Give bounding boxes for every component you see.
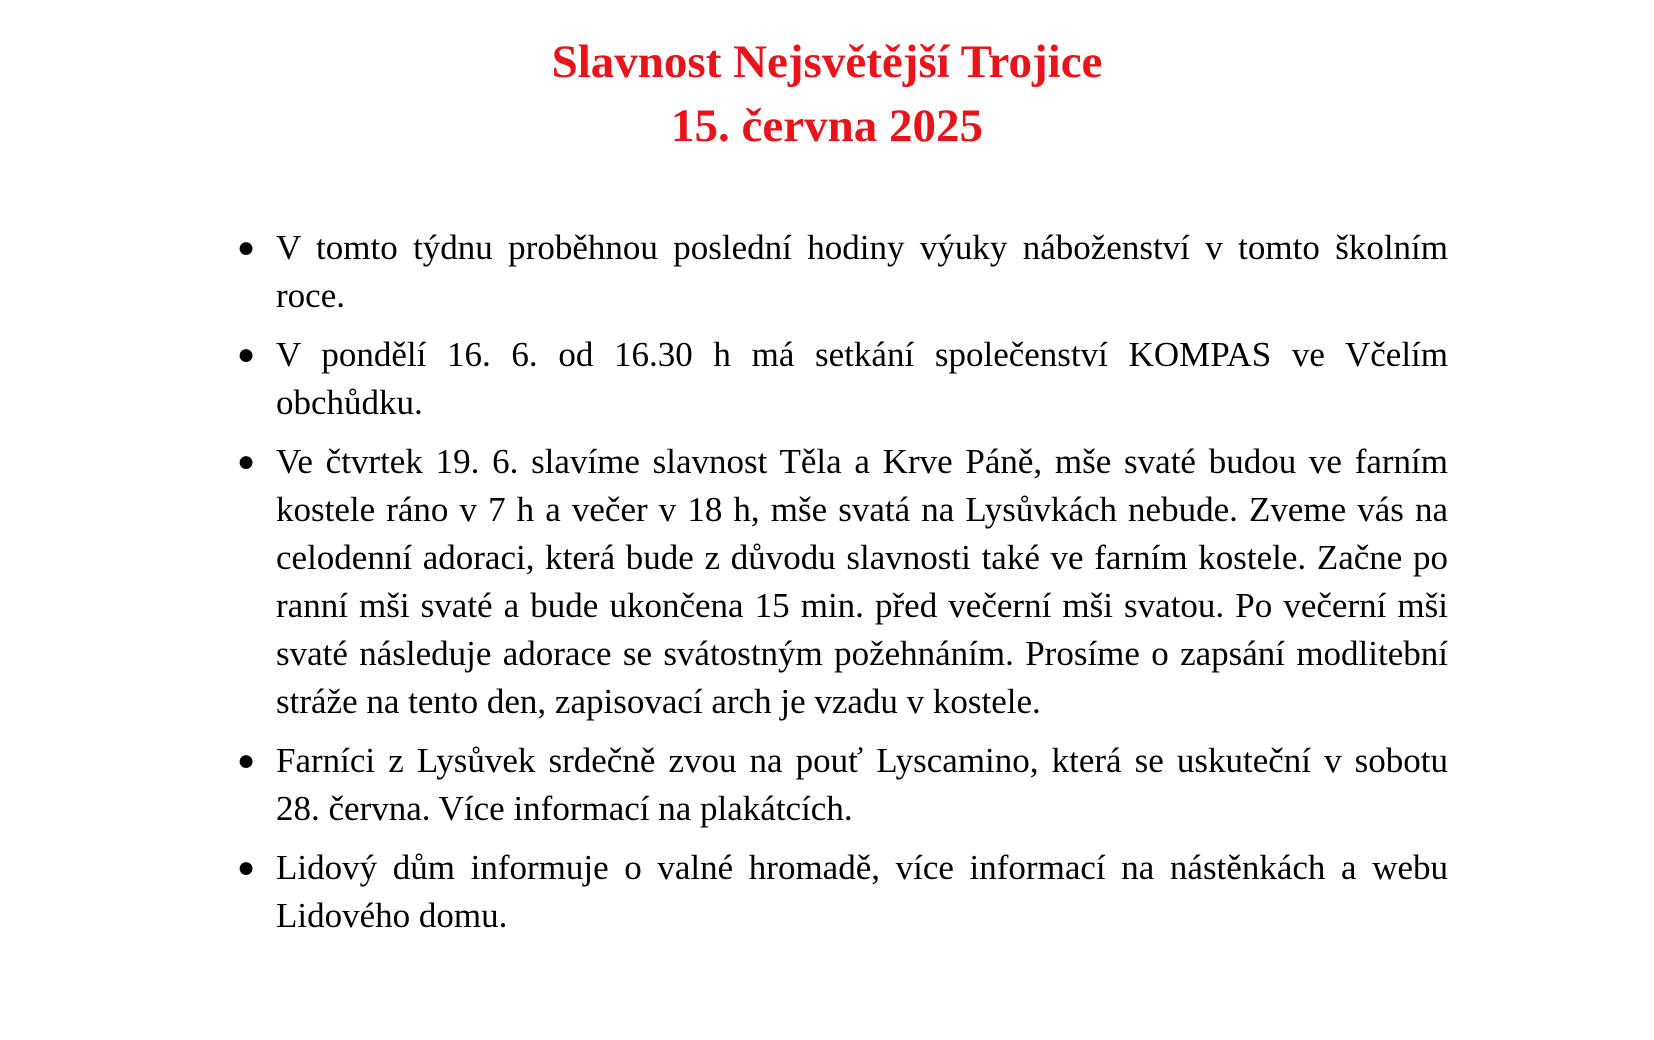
announcement-text: Farníci z Lysůvek srdečně zvou na pouť Lyscamino, která se uskuteční v sobotu 28. června. Více informací na plakátcích. bbox=[276, 741, 1448, 828]
list-item bbox=[236, 438, 1448, 726]
page-title: Slavnost Nejsvětější Trojice bbox=[551, 36, 1103, 88]
bullet-icon: ● bbox=[236, 445, 256, 478]
list-item bbox=[236, 844, 1448, 940]
announcement-text: V pondělí 16. 6. od 16.30 h má setkání společenství KOMPAS ve Včelím obchůdku. bbox=[276, 335, 1448, 422]
list-item bbox=[236, 331, 1448, 427]
announcement-text: Ve čtvrtek 19. 6. slavíme slavnost Těla a Krve Páně, mše svaté budou ve farním kostele ráno v 7 h a večer v 18 h, mše svatá na Lysůvkách nebude. Zveme vás na celodenní adoraci, která bude z důvodu slavnosti také ve farním kostele. Začne po ranní mši svaté a bude ukončena 15 min. před večerní mši svatou. Po večerní mši svaté následuje adorace se svátostným požehnáním. Prosíme o zapsání modlitební stráže na tento den, zapisovací arch je vzadu v kostele. bbox=[276, 442, 1448, 721]
announcement-text: V tomto týdnu proběhnou poslední hodiny výuky náboženství v tomto školním roce. bbox=[276, 228, 1448, 315]
announcement-list bbox=[236, 224, 1448, 951]
bullet-icon: ● bbox=[236, 231, 256, 264]
list-item bbox=[236, 224, 1448, 320]
announcement-text: Lidový dům informuje o valné hromadě, více informací na nástěnkách a webu Lidového domu. bbox=[276, 848, 1448, 935]
bullet-icon: ● bbox=[236, 744, 256, 777]
list-item bbox=[236, 737, 1448, 833]
bullet-icon: ● bbox=[236, 851, 256, 884]
bullet-icon: ● bbox=[236, 338, 256, 371]
page-date: 15. června 2025 bbox=[671, 100, 983, 152]
